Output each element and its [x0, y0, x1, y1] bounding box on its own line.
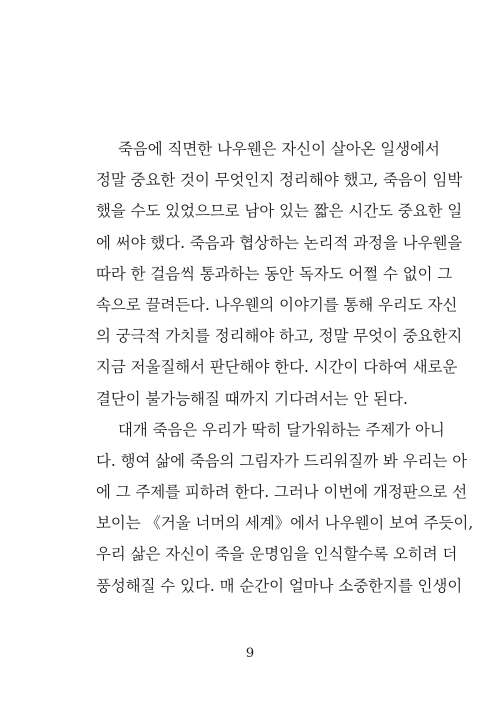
text-line-9: 결단이 불가능해질 때까지 기다려서는 안 된다.: [96, 389, 408, 408]
text-line-6: 속으로 끌려든다. 나우웬의 이야기를 통해 우리도 자신: [96, 295, 458, 314]
text-line-2: 정말 중요한 것이 무엇인지 정리해야 했고, 죽음이 임박: [96, 171, 463, 190]
text-line-5: 따라 한 걸음씩 통과하는 동안 독자도 어쩔 수 없이 그: [96, 264, 453, 283]
text-line-3: 했을 수도 있었으므로 남아 있는 짧은 시간도 중요한 일: [96, 202, 463, 221]
text-line-14: 우리 삶은 자신이 죽을 운명임을 인식할수록 오히려 더: [96, 545, 458, 564]
text-line-1: 죽음에 직면한 나우웬은 자신이 살아온 일생에서: [118, 140, 440, 158]
text-line-13: 보이는 《거울 너머의 세계》에서 나우웬이 보여 주듯이,: [96, 514, 474, 533]
text-line-10: 대개 죽음은 우리가 딱히 달가워하는 주제가 아니: [118, 420, 445, 439]
page-number: 9: [245, 646, 255, 661]
text-line-12: 에 그 주제를 피하려 한다. 그러나 이번에 개정판으로 선: [96, 483, 468, 502]
text-line-15: 풍성해질 수 있다. 매 순간이 얼마나 소중한지를 인생이: [96, 576, 463, 595]
body-text: [96, 134, 474, 602]
text-line-8: 지금 저울질해서 판단해야 한다. 시간이 다하여 새로운: [96, 358, 458, 377]
text-line-4: 에 써야 했다. 죽음과 협상하는 논리적 과정을 나우웬을: [96, 233, 463, 252]
text-line-7: 의 궁극적 가치를 정리해야 하고, 정말 무엇이 중요한지: [96, 327, 463, 346]
text-line-11: 다. 행여 삶에 죽음의 그림자가 드리워질까 봐 우리는 아: [96, 451, 468, 470]
